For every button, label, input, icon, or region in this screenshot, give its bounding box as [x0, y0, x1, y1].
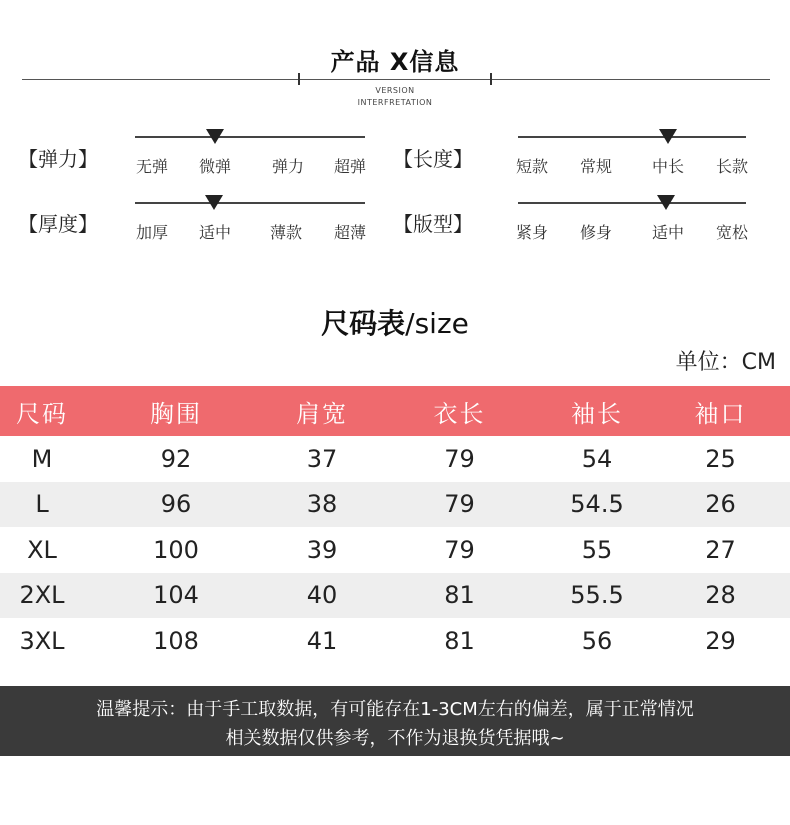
table-cell: 40 [268, 573, 376, 619]
table-cell: 81 [376, 573, 543, 619]
thickness-option: 超薄 [333, 223, 366, 242]
table-cell: 92 [160, 444, 192, 473]
table-cell: XL [27, 535, 57, 564]
column-header: 尺码 [0, 386, 84, 436]
length-option: 短款 [515, 157, 548, 176]
fit-option: 适中 [651, 223, 684, 242]
table-cell: 79 [444, 535, 475, 564]
table-row [0, 482, 790, 528]
disclaimer-line-2: 相关数据仅供参考，不作为退换货凭据哦~ [225, 728, 565, 749]
divider-tick-right [490, 73, 492, 85]
column-header: 肩宽 [268, 386, 376, 436]
table-cell: 54 [581, 444, 613, 473]
table-header-row [0, 386, 790, 436]
table-cell: 2XL [0, 573, 84, 619]
table-cell: 28 [651, 573, 790, 619]
size-chart-title-cn: 尺码表 [321, 307, 406, 340]
fit-scale [518, 202, 746, 204]
elasticity-option: 弹力 [271, 157, 304, 176]
disclaimer-line-1: 温馨提示：由于手工取数据，有可能存在1-3CM左右的偏差，属于正常情况 [96, 699, 694, 720]
length-marker-icon [659, 129, 677, 144]
column-header: 袖长 [543, 386, 651, 436]
table-cell: 38 [268, 482, 376, 528]
thickness-marker-icon [205, 195, 223, 210]
table-cell: 37 [306, 444, 338, 473]
unit-label: 单位：CM [675, 350, 776, 375]
length-option: 长款 [715, 157, 748, 176]
table-cell: 96 [84, 482, 268, 528]
length-option: 中长 [651, 157, 684, 176]
thickness-label: 【厚度】 [18, 212, 98, 236]
divider-tick-left [298, 73, 300, 85]
table-cell: 25 [705, 444, 736, 473]
table-row [0, 527, 790, 573]
elasticity-marker-icon [206, 129, 224, 144]
fit-label: 【版型】 [393, 212, 473, 236]
table-cell: 39 [306, 535, 338, 564]
info-subtitle-interpretation: INTERFRETATION [357, 98, 433, 107]
table-cell: 104 [84, 573, 268, 619]
table-cell: 79 [444, 444, 475, 473]
table-cell: 3XL [19, 626, 65, 655]
table-cell: 79 [376, 482, 543, 528]
table-row [0, 573, 790, 619]
fit-option: 修身 [579, 223, 612, 242]
disclaimer-banner [0, 686, 790, 756]
size-table [0, 386, 790, 664]
table-cell: 29 [705, 626, 736, 655]
length-label: 【长度】 [393, 147, 473, 171]
thickness-scale [135, 202, 365, 204]
elasticity-option: 微弹 [198, 157, 231, 176]
table-row [0, 618, 790, 664]
table-cell: 55 [581, 535, 613, 564]
table-cell: 26 [651, 482, 790, 528]
table-cell: 54.5 [543, 482, 651, 528]
size-chart-title [0, 302, 790, 342]
info-subtitle-version: VERSION [375, 86, 415, 95]
size-chart-title-en: /size [405, 307, 469, 340]
table-cell: 100 [153, 535, 199, 564]
table-cell: 27 [705, 535, 736, 564]
table-cell: 56 [581, 626, 613, 655]
elasticity-option: 超弹 [333, 157, 366, 176]
length-option: 常规 [579, 157, 612, 176]
title-divider [22, 79, 770, 80]
table-cell: M [31, 444, 53, 473]
thickness-option: 加厚 [135, 223, 168, 242]
info-title: 产品 X信息 [330, 48, 460, 76]
elasticity-label: 【弹力】 [18, 147, 98, 171]
fit-marker-icon [657, 195, 675, 210]
table-cell: 81 [444, 626, 475, 655]
elasticity-option: 无弹 [135, 157, 168, 176]
column-header: 胸围 [84, 386, 268, 436]
table-cell: 55.5 [543, 573, 651, 619]
table-row [0, 436, 790, 482]
elasticity-scale [135, 136, 365, 138]
table-cell: 41 [306, 626, 338, 655]
table-cell: 108 [153, 626, 199, 655]
thickness-option: 适中 [198, 223, 231, 242]
thickness-option: 薄款 [269, 223, 302, 242]
fit-option: 宽松 [715, 223, 748, 242]
column-header: 衣长 [376, 386, 543, 436]
fit-option: 紧身 [515, 223, 548, 242]
length-scale [518, 136, 746, 138]
column-header: 袖口 [651, 386, 790, 436]
table-cell: L [0, 482, 84, 528]
